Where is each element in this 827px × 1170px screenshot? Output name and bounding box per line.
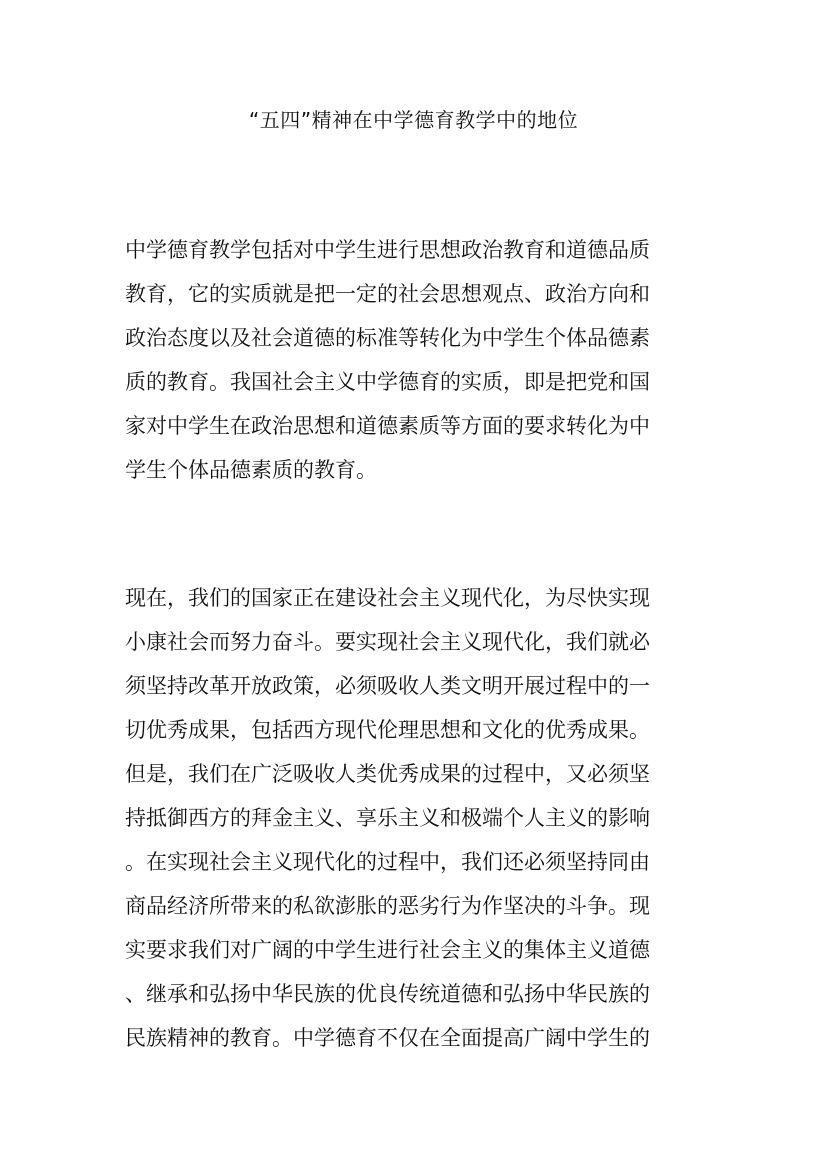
paragraph-line: 商品经济所带来的私欲澎胀的恶劣行为作坚决的斗争。现 — [125, 894, 650, 918]
paragraph-line: 实要求我们对广阔的中学生进行社会主义的集体主义道德 — [125, 938, 650, 962]
paragraph-line: 须坚持改革开放政策，必须吸收人类文明开展过程中的一 — [125, 674, 650, 698]
paragraph-line: 学生个体品德素质的教育。 — [125, 458, 377, 482]
paragraph-1 — [125, 228, 685, 492]
paragraph-2 — [125, 576, 685, 1060]
paragraph-line: 。在实现社会主义现代化的过程中，我们还必须坚持同由 — [125, 850, 650, 874]
paragraph-line: 切优秀成果，包括西方现代伦理思想和文化的优秀成果。 — [125, 718, 650, 742]
paragraph-line: 教育，它的实质就是把一定的社会思想观点、政治方向和 — [125, 282, 650, 306]
paragraph-line: 中学德育教学包括对中学生进行思想政治教育和道德品质 — [125, 238, 650, 262]
paragraph-line: 质的教育。我国社会主义中学德育的实质，即是把党和国 — [125, 370, 650, 394]
paragraph-line: 家对中学生在政治思想和道德素质等方面的要求转化为中 — [125, 414, 650, 438]
paragraph-line: 但是，我们在广泛吸收人类优秀成果的过程中，又必须坚 — [125, 762, 650, 786]
document-title: “五四”精神在中学德育教学中的地位 — [248, 108, 579, 132]
paragraph-line: 小康社会而努力奋斗。要实现社会主义现代化，我们就必 — [125, 630, 650, 654]
paragraph-line: 、继承和弘扬中华民族的优良传统道德和弘扬中华民族的 — [125, 982, 650, 1006]
paragraph-line: 民族精神的教育。中学德育不仅在全面提高广阔中学生的 — [125, 1026, 650, 1050]
paragraph-line: 持抵御西方的拜金主义、享乐主义和极端个人主义的影响 — [125, 806, 650, 830]
paragraph-line: 政治态度以及社会道德的标准等转化为中学生个体品德素 — [125, 326, 650, 350]
paragraph-line: 现在，我们的国家正在建设社会主义现代化，为尽快实现 — [125, 586, 650, 610]
